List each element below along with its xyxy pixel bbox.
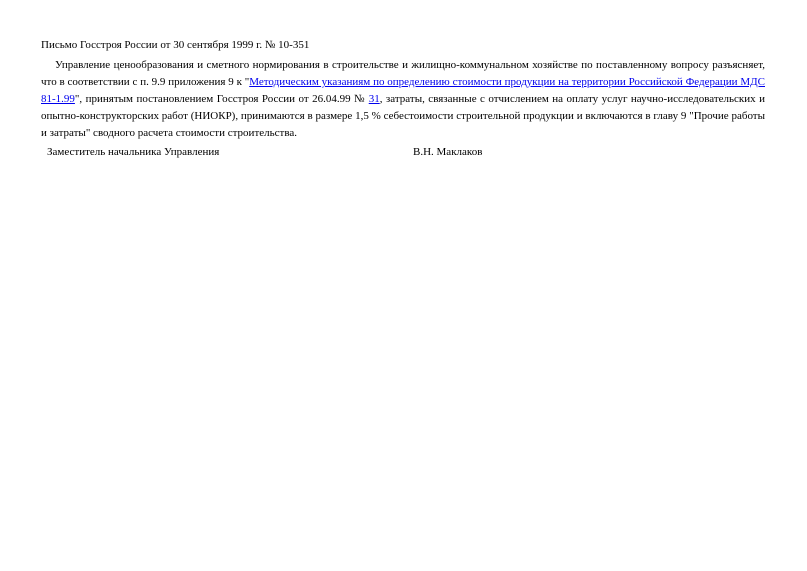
methodical-guidelines-link[interactable]: Методическим указаниям по определению стоимости продукции на территории Российской Федерации МДС 81-1.99 [41,76,765,105]
document-title: Письмо Госстроя России от 30 сентября 1999 г. № 10-351 [41,39,310,51]
paragraph-text-part1: Управление ценообразования и сметного нормирования в строительстве и жилищно-коммунальном хозяйстве по поставленному вопросу разъясняет, что в соответствии с п. 9.9 приложения 9 к " [41,59,765,88]
resolution-number-link[interactable]: 31 [368,93,380,105]
paragraph-text-part3: , затраты, связанные с отчислением на оплату услуг научно-исследовательских и опытно-конструкторских работ (НИОКР), принимаются в размере 1,5 % себестоимости строительной продукции и включаются в главу 9 "Прочие работы и затраты" сводного расчета стоимости строительства. [41,93,765,139]
signatory-name: В.Н. Маклаков [413,146,483,158]
signatory-position: Заместитель начальника Управления [47,146,220,158]
paragraph-text-part2: ", принятым постановлением Госстроя России от 26.04.99 № [74,93,369,105]
document-paragraph [41,57,765,142]
signature-block [0,144,807,162]
